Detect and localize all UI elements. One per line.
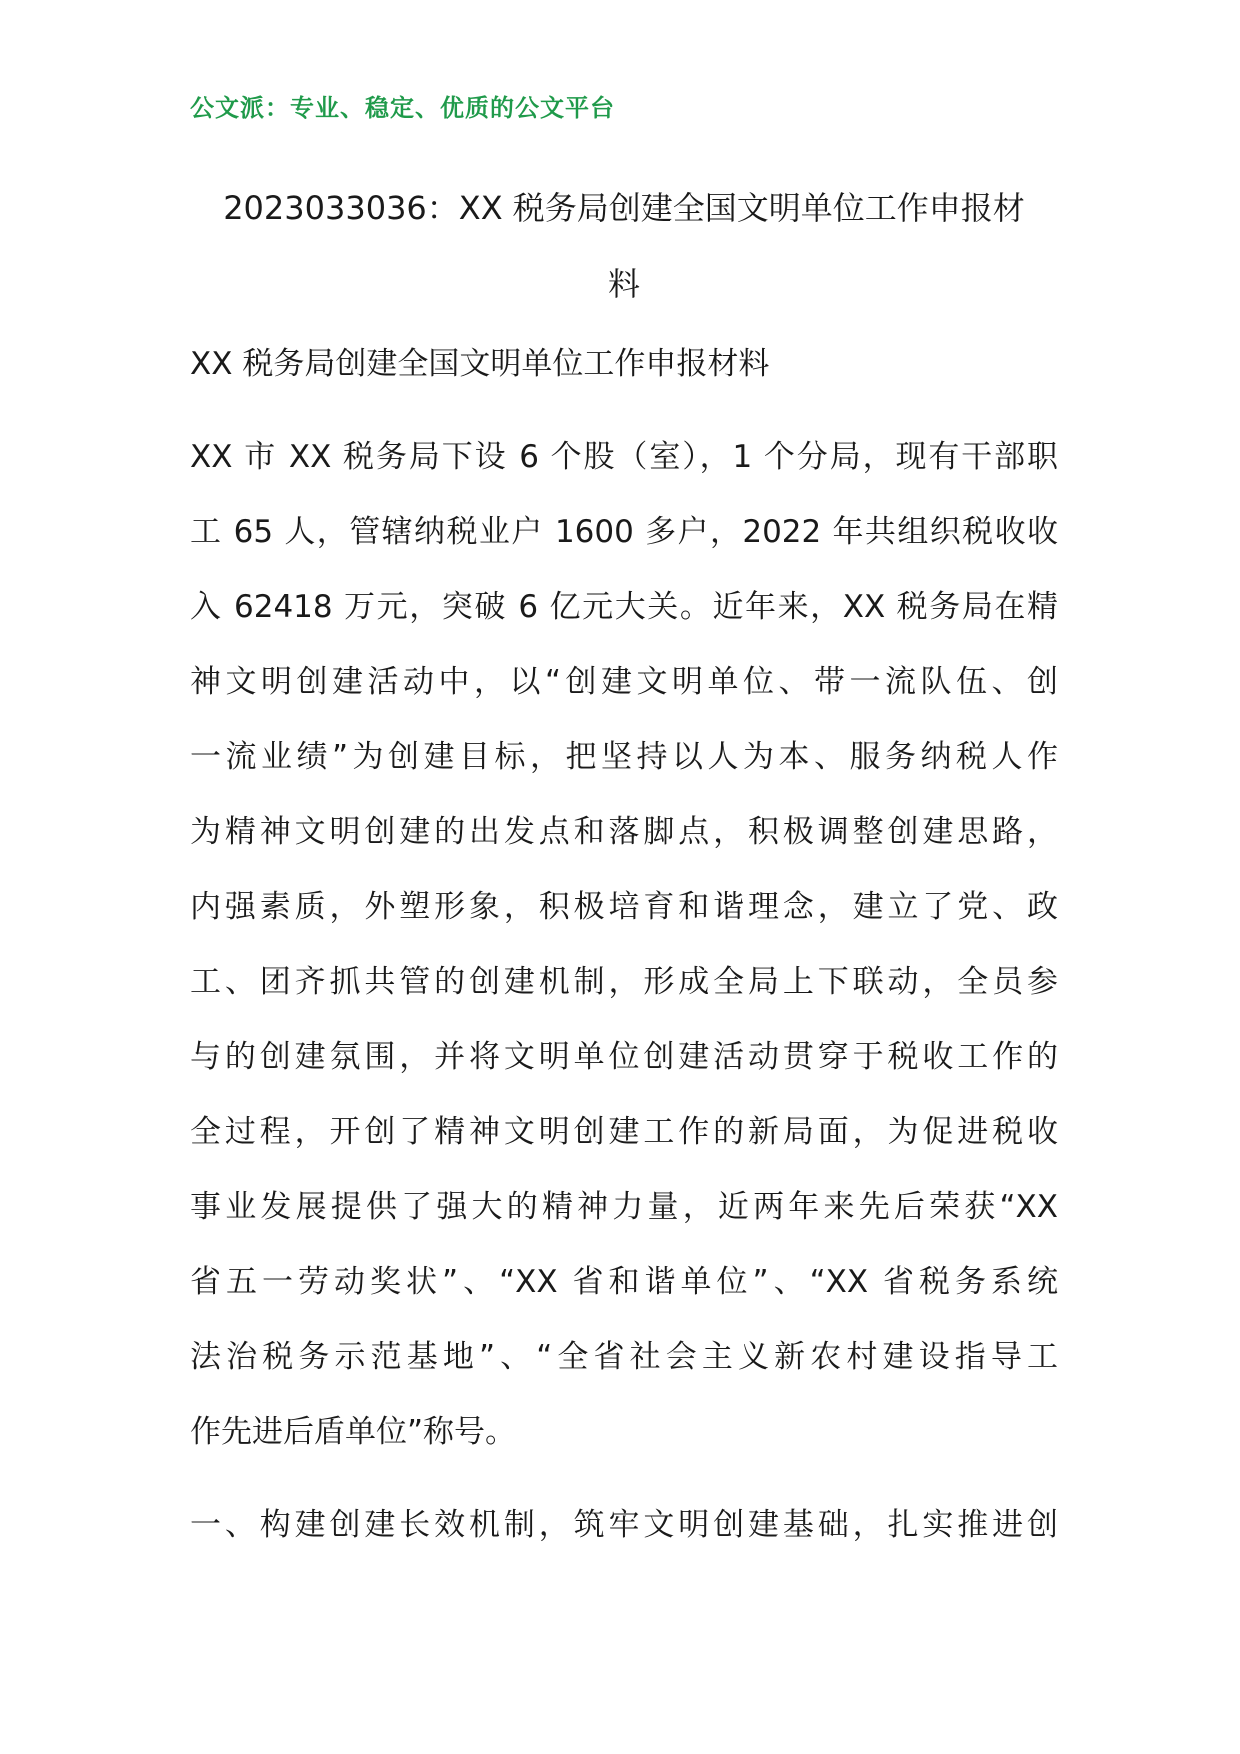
paragraph-line: 为精神文明创建的出发点和落脚点，积极调整创建思路， xyxy=(190,814,1058,850)
paragraph-line: 入 62418 万元，突破 6 亿元大关。近年来，XX 税务局在精 xyxy=(190,589,1058,625)
section-heading-1 xyxy=(190,1488,1058,1563)
paragraph-line: 事业发展提供了强大的精神力量，近两年来先后荣获“XX xyxy=(190,1189,1058,1225)
paragraph-line: 省五一劳动奖状”、“XX 省和谐单位”、“XX 省税务系统 xyxy=(190,1264,1058,1300)
paragraph-line: 工、团齐抓共管的创建机制，形成全局上下联动，全员参 xyxy=(190,964,1058,1000)
paragraph-intro xyxy=(190,420,1058,1470)
paragraph-line: 与的创建氛围，并将文明单位创建活动贯穿于税收工作的 xyxy=(190,1039,1058,1075)
document-title-line-1: 2023033036：XX 税务局创建全国文明单位工作申报材 xyxy=(223,189,1025,227)
paragraph-line: 作先进后盾单位”称号。 xyxy=(190,1414,517,1450)
paragraph-line: 一流业绩”为创建目标，把坚持以人为本、服务纳税人作 xyxy=(190,739,1058,775)
paragraph-line: 全过程，开创了精神文明创建工作的新局面，为促进税收 xyxy=(190,1114,1058,1150)
paragraph-line: 工 65 人，管辖纳税业户 1600 多户，2022 年共组织税收收 xyxy=(190,514,1058,550)
paragraph-line: 神文明创建活动中，以“创建文明单位、带一流队伍、创 xyxy=(190,664,1058,700)
document-title-line-2: 料 xyxy=(607,265,640,303)
document-title xyxy=(190,170,1058,322)
section-heading-line: 一、构建创建长效机制，筑牢文明创建基础，扎实推进创 xyxy=(190,1507,1058,1543)
paragraph-line: 内强素质，外塑形象，积极培育和谐理念，建立了党、政 xyxy=(190,889,1058,925)
document-subtitle: XX 税务局创建全国文明单位工作申报材料 xyxy=(190,346,770,382)
paragraph-line: XX 市 XX 税务局下设 6 个股（室），1 个分局，现有干部职 xyxy=(190,439,1058,475)
header-slogan: 公文派：专业、稳定、优质的公文平台 xyxy=(190,94,615,122)
paragraph-line: 法治税务示范基地”、“全省社会主义新农村建设指导工 xyxy=(190,1339,1058,1375)
